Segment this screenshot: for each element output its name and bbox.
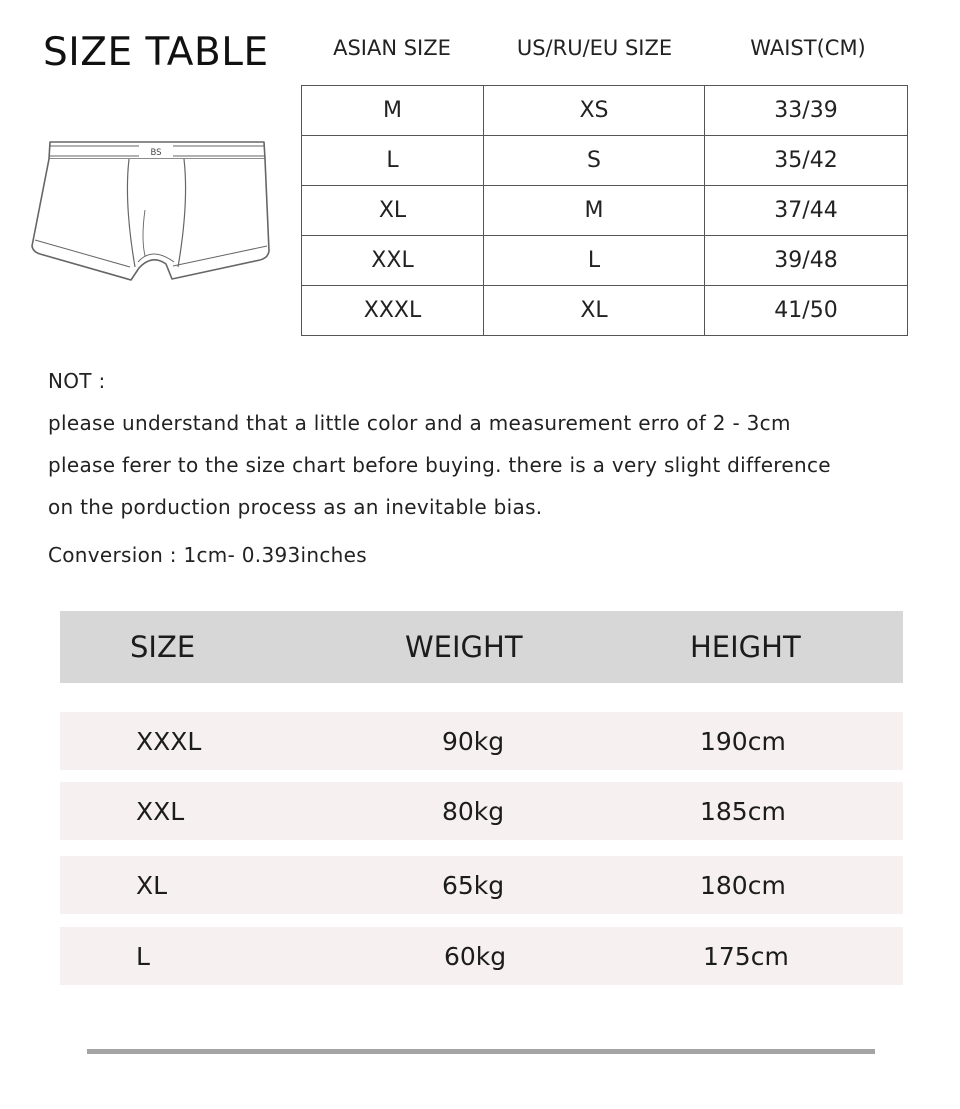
- asian-size-cell: XXXL: [302, 286, 484, 336]
- waist-cell: 41/50: [705, 286, 908, 336]
- fit-height-cell: 190cm: [700, 726, 786, 756]
- us-size-cell: L: [484, 236, 705, 286]
- table-row: [302, 86, 908, 136]
- waist-cell: 39/48: [705, 236, 908, 286]
- size-table-header-us: US/RU/EU SIZE: [516, 36, 673, 60]
- waist-cell: 33/39: [705, 86, 908, 136]
- fit-table-row: [60, 927, 903, 985]
- page-title: SIZE TABLE: [43, 30, 269, 75]
- waist-cell: 37/44: [705, 186, 908, 236]
- asian-size-cell: XL: [302, 186, 484, 236]
- boxer-briefs-illustration: [28, 138, 284, 288]
- asian-size-cell: M: [302, 86, 484, 136]
- table-row: [302, 186, 908, 236]
- fit-size-cell: XXL: [136, 796, 185, 826]
- fit-height-cell: 185cm: [700, 796, 786, 826]
- size-table-header-asian: ASIAN SIZE: [333, 36, 451, 60]
- footer-divider: [87, 1049, 875, 1054]
- fit-weight-cell: 90kg: [442, 726, 505, 756]
- asian-size-cell: XXL: [302, 236, 484, 286]
- fit-header-weight: WEIGHT: [405, 630, 523, 664]
- size-table-header-waist: WAIST(CM): [750, 36, 866, 60]
- notes-block: [48, 364, 948, 532]
- fit-size-cell: XL: [136, 870, 168, 900]
- notes-line: please ferer to the size chart before buying. there is a very slight difference: [48, 453, 831, 477]
- fit-header-size: SIZE: [130, 630, 196, 664]
- fit-size-cell: L: [136, 941, 150, 971]
- notes-heading: NOT :: [48, 369, 106, 393]
- us-size-cell: S: [484, 136, 705, 186]
- asian-size-cell: L: [302, 136, 484, 186]
- us-size-cell: XL: [484, 286, 705, 336]
- notes-line: on the porduction process as an inevitable bias.: [48, 495, 543, 519]
- fit-table-row: [60, 712, 903, 770]
- fit-table-row: [60, 856, 903, 914]
- us-size-cell: M: [484, 186, 705, 236]
- fit-weight-cell: 80kg: [442, 796, 505, 826]
- conversion-note: Conversion : 1cm- 0.393inches: [48, 543, 367, 567]
- waist-cell: 35/42: [705, 136, 908, 186]
- fit-size-cell: XXXL: [136, 726, 202, 756]
- table-row: [302, 286, 908, 336]
- fit-table-row: [60, 782, 903, 840]
- fit-height-cell: 175cm: [703, 941, 789, 971]
- fit-weight-cell: 65kg: [442, 870, 505, 900]
- table-row: [302, 236, 908, 286]
- us-size-cell: XS: [484, 86, 705, 136]
- fit-table-header: [60, 611, 903, 683]
- size-table: [301, 85, 908, 336]
- fit-weight-cell: 60kg: [444, 941, 507, 971]
- table-row: [302, 136, 908, 186]
- brand-badge-text: BS: [150, 148, 162, 158]
- notes-line: please understand that a little color and a measurement erro of 2 - 3cm: [48, 411, 791, 435]
- fit-height-cell: 180cm: [700, 870, 786, 900]
- fit-header-height: HEIGHT: [690, 630, 801, 664]
